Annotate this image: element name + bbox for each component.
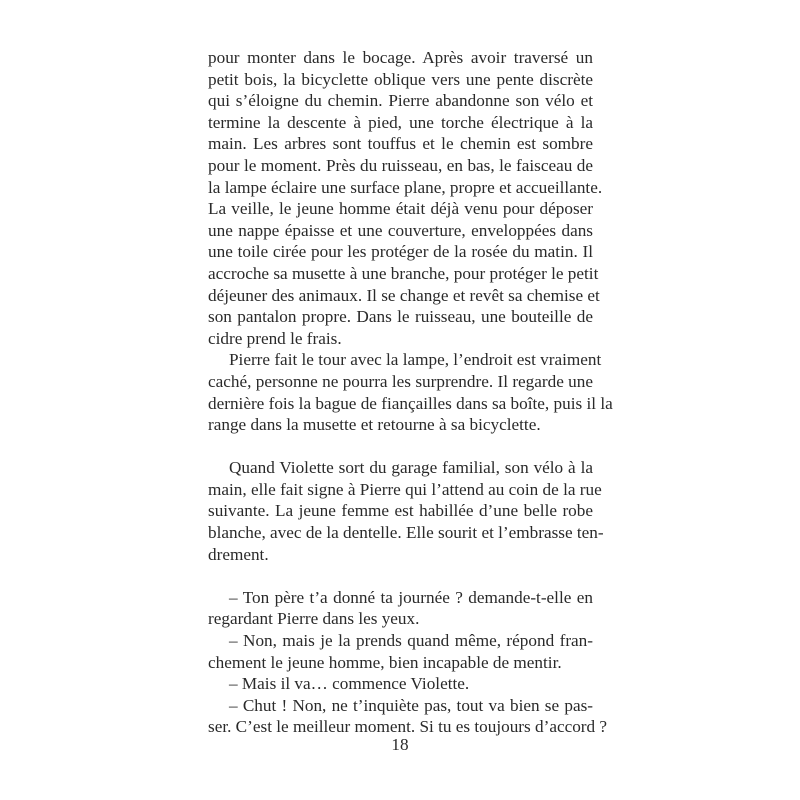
page-number: 18 (391, 735, 409, 754)
text-line: – Chut ! Non, ne t’inquiète pas, tout va bien se pas- (229, 695, 593, 715)
body-text (208, 47, 613, 738)
text-line: main. Les arbres sont touffus et le chemin est sombre (208, 134, 593, 154)
paragraph-break (208, 565, 593, 587)
text-line: main, elle fait signe à Pierre qui l’attend au coin de la rue (208, 479, 602, 499)
paragraph (208, 695, 608, 738)
text-line: une toile cirée pour les protéger de la rosée du matin. Il (208, 242, 593, 262)
text-line: Quand Violette sort du garage familial, son vélo à la (229, 458, 593, 478)
paragraph (208, 349, 613, 435)
paragraph (208, 47, 603, 349)
text-line: pour le moment. Près du ruisseau, en bas, le faisceau de (208, 155, 593, 175)
text-line: – Non, mais je la prends quand même, répond fran- (229, 631, 593, 651)
text-line: petit bois, la bicyclette oblique vers une pente discrète (208, 69, 593, 89)
text-line: une nappe épaisse et une couverture, enveloppées dans (208, 220, 593, 240)
text-line: pour monter dans le bocage. Après avoir traversé un (208, 48, 593, 67)
paragraph-break (208, 436, 593, 458)
text-line: regardant Pierre dans les yeux. (208, 609, 420, 629)
text-line: chement le jeune homme, bien incapable de mentir. (208, 652, 562, 672)
paragraph (208, 587, 593, 630)
text-line: la lampe éclaire une surface plane, propre et accueillante. (208, 177, 603, 197)
text-line: son pantalon propre. Dans le ruisseau, une bouteille de (208, 307, 593, 327)
paragraph (208, 673, 593, 695)
text-line: caché, personne ne pourra les surprendre. Il regarde une (208, 371, 593, 391)
text-line: range dans la musette et retourne à sa bicyclette. (208, 415, 541, 435)
text-line: déjeuner des animaux. Il se change et revêt sa chemise et (208, 285, 600, 305)
text-line: blanche, avec de la dentelle. Elle sourit et l’embrasse ten- (208, 523, 604, 543)
text-line: qui s’éloigne du chemin. Pierre abandonne son vélo et (208, 91, 593, 111)
text-line: – Ton père t’a donné ta journée ? demande-t-elle en (229, 587, 593, 607)
text-line: Pierre fait le tour avec la lampe, l’endroit est vraiment (229, 350, 602, 370)
paragraph (208, 457, 604, 565)
text-line: drement. (208, 544, 269, 564)
text-line: ser. C’est le meilleur moment. Si tu es toujours d’accord ? (208, 717, 608, 737)
text-line: cidre prend le frais. (208, 328, 342, 348)
paragraph (208, 630, 593, 673)
text-line: La veille, le jeune homme était déjà venu pour déposer (208, 199, 593, 219)
text-line: – Mais il va… commence Violette. (229, 674, 470, 694)
text-line: termine la descente à pied, une torche électrique à la (208, 112, 593, 132)
text-line: suivante. La jeune femme est habillée d’une belle robe (208, 501, 593, 521)
text-line: accroche sa musette à une branche, pour protéger le petit (208, 263, 599, 283)
text-line: dernière fois la bague de fiançailles dans sa boîte, puis il la (208, 393, 613, 413)
